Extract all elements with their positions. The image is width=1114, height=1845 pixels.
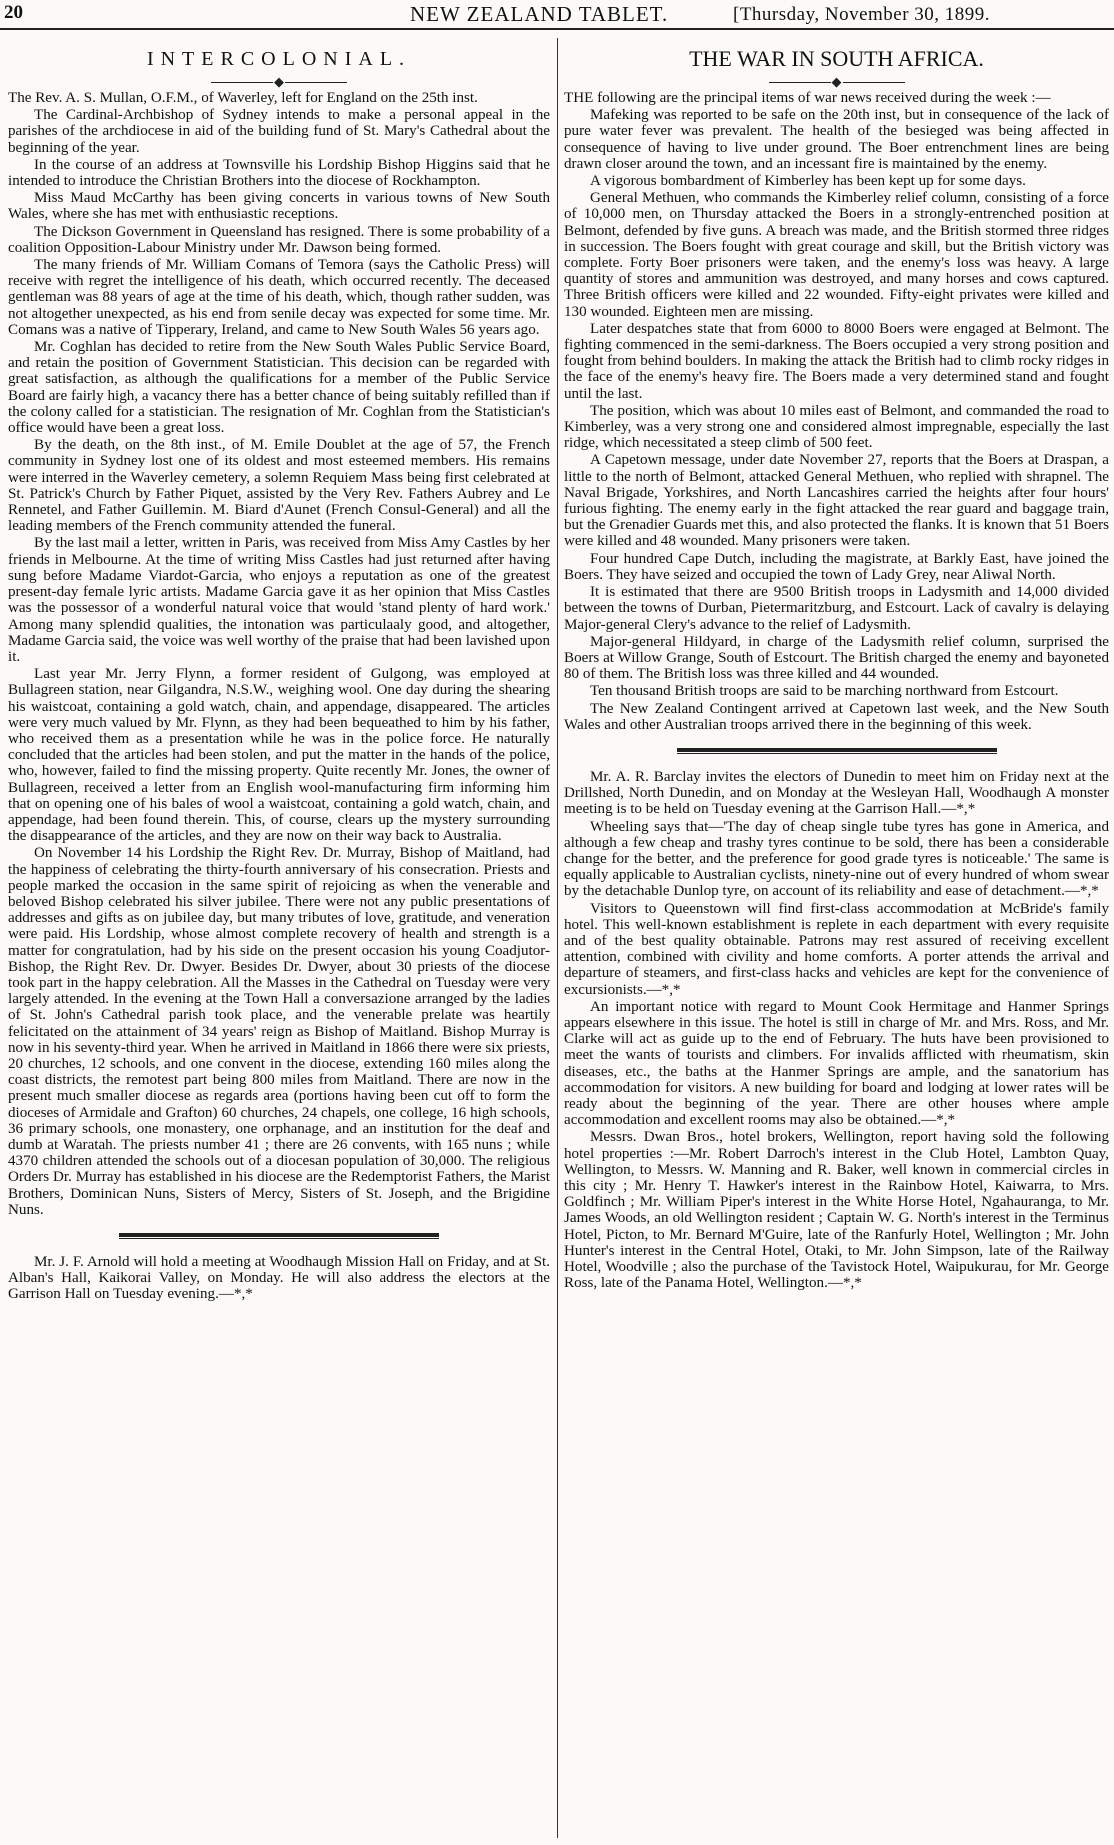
article-paragraph: It is estimated that there are 9500 British troops in Ladysmith and 14,000 divided between the towns of Durban, Pietermaritzburg, and Estcourt. Lack of cavalry is delaying Major-general Clery's advance to the relief of Ladysmith.	[564, 584, 1109, 633]
article-paragraph: The New Zealand Contingent arrived at Capetown last week, and the New South Wales and other Australian troops arrived there in the beginning of this week.	[564, 700, 1109, 733]
article-paragraph: Ten thousand British troops are said to be marching northward from Estcourt.	[590, 683, 1059, 700]
notice-paragraph: Messrs. Dwan Bros., hotel brokers, Wellington, report having sold the following hotel properties :—Mr. Robert Darroch's interest in the Club Hotel, Lambton Quay, Wellington, to Messrs. W. Manning and R. Baker, well known in commercial circles in this city ; Mr. Henry T. Hawker's interest in the Rainbow Hotel, Kaiwarra, to Mrs. Goldfinch ; Mr. William Piper's interest in the White Horse Hotel, Ngahauranga, to Mr. James Woods, an old Wellington resident ; Captain W. G. North's interest in the Terminus Hotel, Picton, to Mr. Bernard M'Guire, late of the Ranfurly Hotel, Wellington ; Mr. John Hunter's interest in the Central Hotel, Otaki, to Mr. John Simpson, late of the Railway Hotel, Woodville ; also the purchase of the Tavistock Hotel, Waipukurau, for Mr. George Ross, late of the Panama Hotel, Wellington.—*,*	[564, 1129, 1109, 1292]
war-heading: THE WAR IN SOUTH AFRICA.	[689, 46, 984, 71]
notice-paragraph: Visitors to Queenstown will find first-class accommodation at McBride's family hotel. This well-known establishment is replete in each department with every requisite and of the best quality obtainable. Patrons may rest assured of receiving excellent attention, combined with civility and home comforts. A porter attends the arrival and departure of steamers, and first-class hacks and vehicles are kept for the convenience of excursionists.—*,*	[564, 900, 1109, 998]
article-paragraph: The Dickson Government in Queensland has resigned. There is some probability of a coalition Opposition-Labour Ministry under Mr. Dawson being formed.	[8, 223, 550, 256]
article-paragraph: On November 14 his Lordship the Right Rev. Dr. Murray, Bishop of Maitland, had the happiness of celebrating the thirty-fourth anniversary of his consecration. Priests and people marked the occasion in the same spirit of rejoicing as when the venerable and beloved Bishop celebrated his silver jubilee. There were not any public presentations of addresses and gifts as on jubilee day, but many tributes of love, gratitude, and veneration were paid. His Lordship, whose almost complete recovery of health and strength is a matter for congratulation, had by his side on the present occasion his young Coadjutor-Bishop, the Right Rev. Dr. Dwyer. Besides Dr. Dwyer, about 30 priests of the diocese took part in the happy celebration. All the Masses in the Cathedral on Tuesday were very largely attended. In the evening at the Town Hall a conversazione arranged by the ladies of St. John's Cathedral parish took place, and the venerable prelate was heartily felicitated on the attainment of 34 years' reign as Bishop of Maitland. Bishop Murray is now in his seventy-third year. When he arrived in Maitland in 1866 there were six priests, 20 churches, 12 schools, and one convent in the diocese, extending 160 miles along the coast districts, the remotest part being 800 miles from Maitland. There are now in the present much smaller diocese as regards area (portions having been cut off to form the dioceses of Armidale and Grafton) 60 churches, 24 chapels, one college, 16 high schools, 36 primary schools, one monastery, one orphanage, and an institution for the deaf and dumb at Waratah. The priests number 41 ; there are 26 convents, with 165 nuns ; while 4370 children attended the schools out of a diocesan population of 30,000. The religious Orders Dr. Murray has established in his diocese are the Redemptorist Fathers, the Marist Brothers, Dominican Nuns, Sisters of Mercy, Sisters of St. Joseph, and the Brigidine Nuns.	[8, 845, 550, 1218]
notice-paragraph: Wheeling says that—'The day of cheap single tube tyres has gone in America, and although a few cheap and trashy tyres continue to be sold, there has been a considerable change for the better, and the preference for good grade tyres is noticeable.' The same is equally applicable to Australian cyclists, ninety-nine out of every hundred of whom swear by the detachable Dunlop tyre, on account of its reliability and ease of detachment.—*,*	[564, 818, 1109, 900]
article-paragraph: The Rev. A. S. Mullan, O.F.M., of Waverley, left for England on the 25th inst.	[8, 90, 478, 106]
article-paragraph: Last year Mr. Jerry Flynn, a former resident of Gulgong, was employed at Bullagreen station, near Gilgandra, N.S.W., weighing wool. One day during the shearing his waistcoat, containing a gold watch, chain, and appendage, disappeared. The articles were very much valued by Mr. Flynn, as they had been bequeathed to him by his father, who received them as a presentation while he was in the police force. He naturally concluded that the articles had been stolen, and put the matter in the hands of the police, who, however, failed to find the missing property. Quite recently Mr. Jones, the owner of Bullagreen, received a letter from an English wool-manufacturing firm informing him that on opening one of his bales of wool a waistcoat, containing a gold watch, chain, and appendage, had been found therein. This, of course, clears up the mystery surrounding the disappearance of the articles, and they are now on their way back to Australia.	[8, 666, 550, 845]
issue-date: [Thursday, November 30, 1899.	[733, 4, 991, 25]
right-column	[564, 40, 1109, 1840]
section-divider	[677, 748, 997, 754]
article-paragraph: The position, which was about 10 miles east of Belmont, and commanded the road to Kimberley, was a very strong one and considered almost impregnable, especially the last ridge, which necessitated a steep climb of 500 feet.	[564, 402, 1109, 452]
article-paragraph: Later despatches state that from 6000 to 8000 Boers were engaged at Belmont. The fighting commenced in the semi-darkness. The Boers occupied a very strong position and fought from behind boulders. In making the attack the British had to climb rocky ridges in the face of the enemy's heavy fire. The Boers made a very determined stand and fought until the last.	[564, 320, 1109, 402]
article-paragraph: Miss Maud McCarthy has been giving concerts in various towns of New South Wales, where she has met with enthusiastic receptions.	[8, 190, 550, 223]
heading-ornament: ◆	[564, 72, 1109, 90]
masthead	[0, 0, 1114, 30]
intercolonial-heading: INTERCOLONIAL.	[146, 48, 412, 70]
article-paragraph: THE following are the principal items of war news received during the week :—	[564, 90, 1051, 106]
article-paragraph: In the course of an address at Townsville his Lordship Bishop Higgins said that he intended to introduce the Christian Brothers into the diocese of Rockhampton.	[8, 156, 550, 190]
notice-paragraph: Mr. A. R. Barclay invites the electors of Dunedin to meet him on Friday next at the Drillshed, North Dunedin, and on Monday at the Wesleyan Hall, Woodhaugh A monster meeting is to be held on Tuesday evening at the Garrison Hall.—*,*	[564, 768, 1109, 818]
article-paragraph: By the death, on the 8th inst., of M. Emile Doublet at the age of 57, the French community in Sydney lost one of its oldest and most esteemed members. His remains were interred in the Waverley cemetery, a solemn Requiem Mass being first celebrated at St. Patrick's Church by Father Piquet, assisted by the Very Rev. Fathers Aubrey and Le Rennetel, and Father Guillemin. M. Biard d'Aunet (French Consul-General) and all the leading members of the French community attended the funeral.	[8, 437, 550, 535]
column-rule	[557, 38, 558, 1838]
article-paragraph: General Methuen, who commands the Kimberley relief column, consisting of a force of 10,000 men, on Thursday attacked the Boers in a strongly-entrenched position at Belmont, defended by five guns. A breach was made, and the British stormed three ridges in succession. The Boers fought with great courage and skill, but the British victory was complete. Forty Boer prisoners were taken, and the enemy's loss was heavy. A large quantity of stores and ammunition was destroyed, and many horses and cows captured. Three British officers were killed and 22 wounded. Fifty-eight privates were killed and 130 wounded. Eighteen men are missing.	[564, 190, 1109, 320]
notice-paragraph: Mr. J. F. Arnold will hold a meeting at Woodhaugh Mission Hall on Friday, and at St. Alban's Hall, Kaikorai Valley, on Monday. He will also address the electors at the Garrison Hall on Tuesday evening.—*,*	[8, 1254, 550, 1303]
page-number: 20	[4, 2, 23, 23]
article-paragraph: By the last mail a letter, written in Paris, was received from Miss Amy Castles by her friends in Melbourne. At the time of writing Miss Castles had just returned after having sung before Madame Viardot-Garcia, who enjoys a reputation as one of the greatest present-day female lyric artists. Madame Garcia gave it as her opinion that Miss Castles was the possessor of a wonderful natural voice that would 'stand plenty of hard work.' Among many splendid qualities, the intonation was particulaaly good, and altogether, Madame Garcia said, the voice was well worthy of the praise that had been lavished upon it.	[8, 535, 550, 665]
article-paragraph: Four hundred Cape Dutch, including the magistrate, at Barkly East, have joined the Boers. They have seized and occupied the town of Lady Grey, near Aliwal North.	[564, 550, 1109, 583]
article-paragraph: Major-general Hildyard, in charge of the Ladysmith relief column, surprised the Boers at Willow Grange, South of Estcourt. The British charged the enemy and bayoneted 80 of them. The British loss was three killed and 44 wounded.	[564, 633, 1109, 683]
notice-paragraph: An important notice with regard to Mount Cook Hermitage and Hanmer Springs appears elsewhere in this issue. The hotel is still in charge of Mr. and Mrs. Ross, and Mr. Clarke will act as guide up to the end of February. The huts have been provisioned to meet the wants of tourists and climbers. For invalids afflicted with rheumatism, skin diseases, etc., the baths at the Hanmer Springs are ample, and the sanatorium has accommodation for visitors. A new building for board and lodging at lower rates will be ready about the beginning of the year. There are other houses where ample accommodation and excellent rooms may also be obtained.—*,*	[564, 998, 1109, 1129]
article-paragraph: A vigorous bombardment of Kimberley has been kept up for some days.	[590, 173, 1026, 190]
article-paragraph: Mafeking was reported to be safe on the 20th inst, but in consequence of the lack of pure water fever was prevalent. The health of the besieged was being affected in consequence of having to live under ground. The Boer entrenchment lines are being drawn closer around the town, and an incessant fire is maintained by the enemy.	[564, 107, 1109, 172]
section-divider	[119, 1233, 439, 1239]
article-paragraph: A Capetown message, under date November 27, reports that the Boers at Draspan, a little to the north of Belmont, attacked General Methuen, who replied with shrapnel. The Naval Brigade, Yorkshires, and North Lancashires carried the heights after four hours' furious fighting. The enemy early in the fight attacked the rear guard and baggage train, but the Grenadier Guards met this, and also protected the flanks. It is known that 51 Boers were killed and 48 wounded. Many prisoners were taken.	[564, 452, 1109, 550]
newspaper-title: NEW ZEALAND TABLET.	[410, 2, 669, 26]
heading-ornament: ◆	[8, 72, 550, 90]
article-paragraph: The Cardinal-Archbishop of Sydney intends to make a personal appeal in the parishes of the archdiocese in aid of the building fund of St. Mary's Cathedral about the beginning of the year.	[8, 107, 550, 156]
article-paragraph: The many friends of Mr. William Comans of Temora (says the Catholic Press) will receive with regret the intelligence of his death, which occurred recently. The deceased gentleman was 88 years of age at the time of his death, which, though rather sudden, was not altogether unexpected, as his end from senile decay was expected for some time. Mr. Comans was a native of Tipperary, Ireland, and came to New South Wales 56 years ago.	[8, 257, 550, 338]
left-column	[8, 40, 550, 1840]
article-paragraph: Mr. Coghlan has decided to retire from the New South Wales Public Service Board, and retain the position of Government Statistician. This decision can be regarded with great satisfaction, as although the qualifications for a member of the Public Service Board are fairly high, a vacancy there has a better chance of being suitably refilled than if the colony called for a statistician. The resignation of Mr. Coghlan from the Statistician's office would have been a great loss.	[8, 339, 550, 437]
